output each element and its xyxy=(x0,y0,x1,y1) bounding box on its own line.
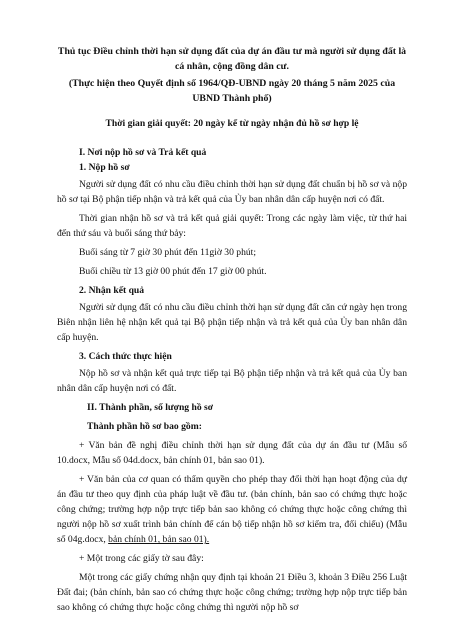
afternoon-hours: Buổi chiều từ 13 giờ 00 phút đến 17 giờ 00 phút. xyxy=(79,266,267,277)
section-2-heading: II. Thành phần, số lượng hồ sơ xyxy=(87,402,214,413)
document-subtitle: (Thực hiện theo Quyết định số 1964/QĐ-UBND ngày 20 tháng 5 năm 2025 của UBND Thành phố) xyxy=(68,78,396,104)
section-1-sub-2: 2. Nhận kết quả xyxy=(79,285,145,296)
list-item-one-of-documents: + Một trong các giấy tờ sau đây: xyxy=(79,553,204,564)
section-1-sub-1: 1. Nộp hồ sơ xyxy=(79,162,130,173)
list-item-request-form: + Văn bản đề nghị điều chỉnh thời hạn sử dụng đất của dự án đầu tư (Mẫu số 10.docx, Mẫu số 04d.docx, bản chính 01, bản sao 01). xyxy=(57,440,407,466)
processing-time: Thời gian giải quyết: 20 ngày kể từ ngày nhận đủ hồ sơ hợp lệ xyxy=(105,118,359,129)
list-item-certificates: Một trong các giấy chứng nhận quy định tại khoản 21 Điều 3, khoản 3 Điều 256 Luật Đất đai; (bản chính, bản sao có chứng thực hoặc công chứng; trường hợp nộp trực tiếp bản sao không có chứng thực hoặc công chứng thì người nộp hồ sơ xyxy=(57,572,407,613)
paragraph-submit: Người sử dụng đất có nhu cầu điều chỉnh thời hạn sử dụng đất chuẩn bị hồ sơ và nộp hồ sơ tại Bộ phận tiếp nhận và trả kết quả của Ủy ban nhân dân cấp huyện nơi có đất. xyxy=(57,179,407,205)
document-title: Thủ tục Điều chỉnh thời hạn sử dụng đất của dự án đầu tư mà người sử dụng đất là cá nhân, cộng đồng dân cư. xyxy=(57,46,407,72)
section-2-sub-1: Thành phần hồ sơ bao gồm: xyxy=(87,421,202,432)
list-item-authority-document xyxy=(57,472,407,547)
document-page xyxy=(57,44,407,615)
section-1-heading: I. Nơi nộp hồ sơ và Trả kết quả xyxy=(79,147,207,158)
paragraph-method: Nộp hồ sơ và nhận kết quả trực tiếp tại Bộ phận tiếp nhận và trả kết quả của Ủy ban nhân dân cấp huyện nơi có đất. xyxy=(57,368,407,394)
paragraph-hours: Thời gian nhận hồ sơ và trả kết quả giải quyết: Trong các ngày làm việc, từ thứ hai đến thứ sáu và buổi sáng thứ bảy: xyxy=(57,213,407,239)
authority-document-text: + Văn bản của cơ quan có thẩm quyền cho phép thay đổi thời hạn hoạt động của dự án đầu tư theo quy định của pháp luật về đầu tư. (bản chính, bản sao có chứng thực hoặc công chứng; trường hợp nộp trực tiếp bản sao không có chứng thực hoặc công chứng thì người nộp hồ sơ xuất trình bản chính để cán bộ tiếp nhận hồ sơ kiểm tra, đối chiếu) (Mẫu số 04g.docx, xyxy=(57,474,407,545)
morning-hours: Buổi sáng từ 7 giờ 30 phút đến 11giờ 30 phút; xyxy=(79,247,257,258)
section-1-sub-3: 3. Cách thức thực hiện xyxy=(79,351,172,362)
paragraph-receive: Người sử dụng đất có nhu cầu điều chỉnh thời hạn sử dụng đất căn cứ ngày hẹn trong Biên nhận liên hệ nhận kết quả tại Bộ phận tiếp nhận và trả kết quả của Ủy ban nhân dân cấp huyện. xyxy=(57,302,407,343)
authority-document-copies: bản chính 01, bản sao 01). xyxy=(108,534,210,545)
